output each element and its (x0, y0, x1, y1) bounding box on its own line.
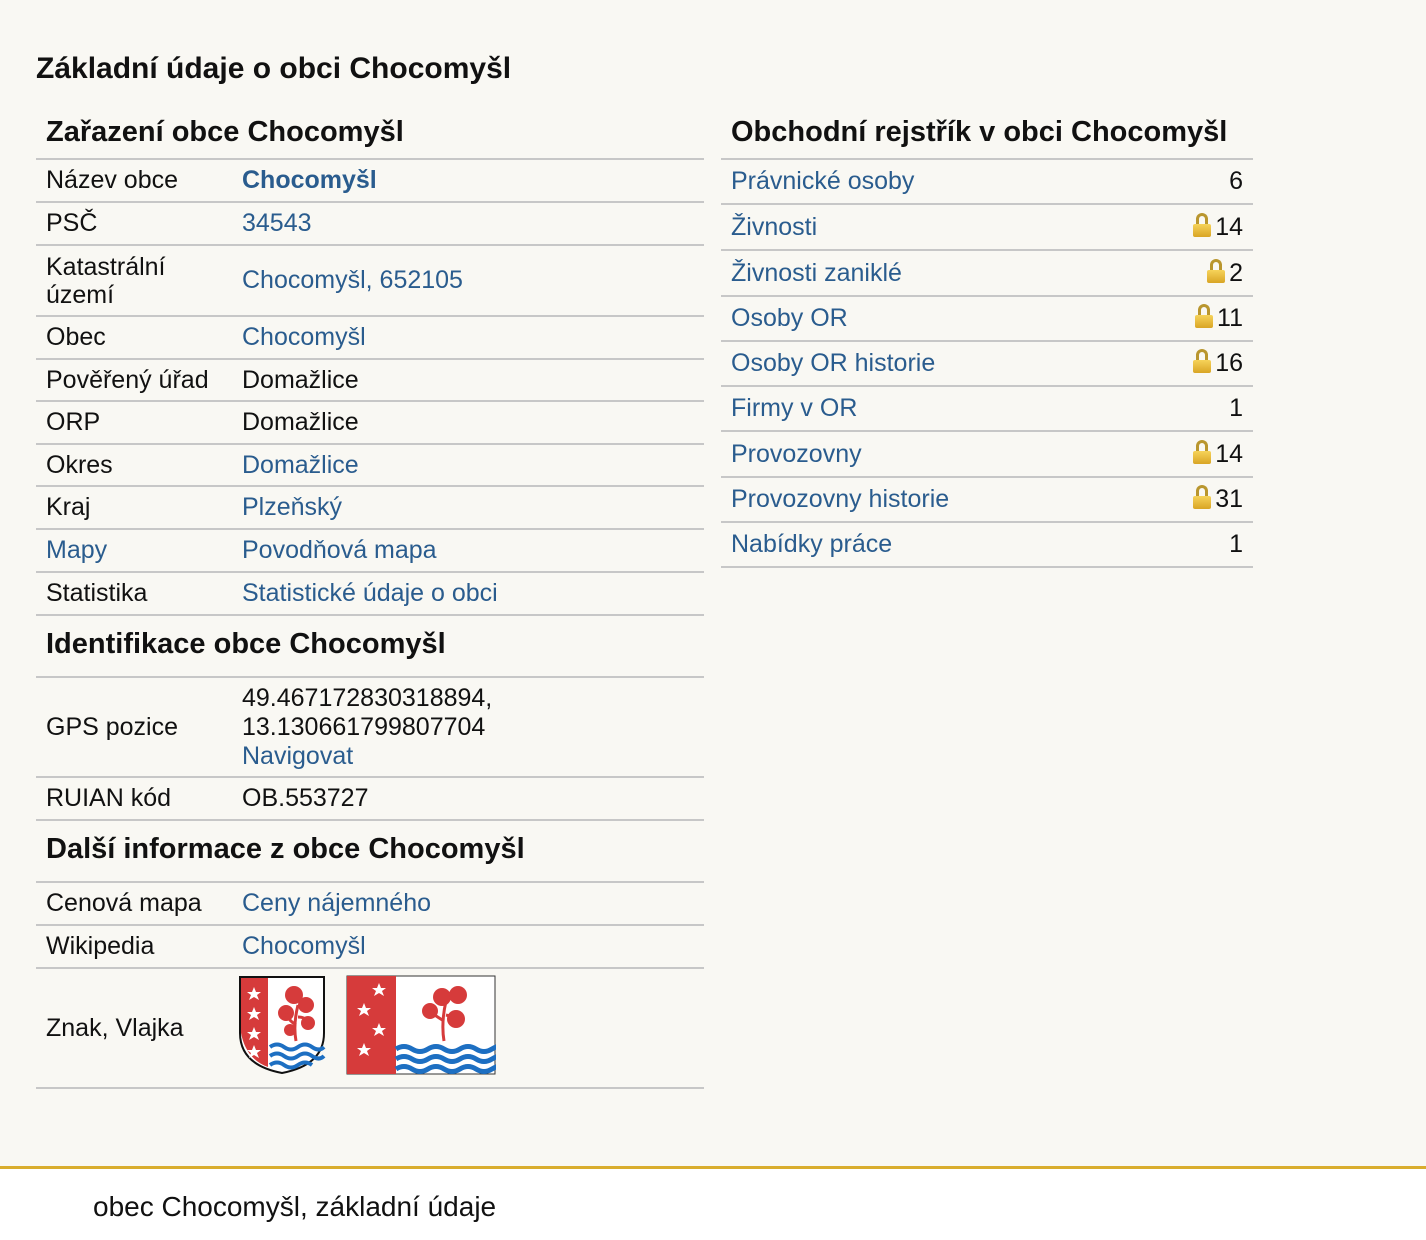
rejstrik-table (721, 160, 1253, 568)
lock-icon[interactable] (1195, 304, 1213, 328)
dalsi-heading: Další informace z obce Chocomyšl (36, 821, 704, 883)
table-row (721, 160, 1253, 204)
table-row (36, 160, 704, 202)
navigovat-link[interactable]: Navigovat (242, 741, 354, 770)
nazev-obce-link[interactable]: Chocomyšl (242, 166, 377, 194)
table-row (36, 486, 704, 529)
table-row (36, 202, 704, 245)
obec-link[interactable]: Chocomyšl (242, 323, 366, 351)
zarazeni-heading: Zařazení obce Chocomyšl (36, 110, 704, 160)
footer-text: obec Chocomyšl, základní údaje (93, 1191, 497, 1222)
row-label: Znak, Vlajka (36, 968, 232, 1088)
psc-link[interactable]: 34543 (242, 209, 312, 237)
lock-icon[interactable] (1193, 485, 1211, 509)
provozovny-link[interactable]: Provozovny (731, 439, 862, 468)
row-value: Domažlice (232, 359, 704, 401)
row-label: GPS pozice (36, 678, 232, 777)
table-row (721, 477, 1253, 522)
dalsi-table (36, 883, 704, 1089)
table-row (36, 572, 704, 615)
katastralni-uzemi-link[interactable]: Chocomyšl, 652105 (242, 266, 463, 294)
ceny-najemneho-link[interactable]: Ceny nájemného (242, 889, 432, 917)
table-row (36, 678, 704, 777)
table-row (721, 386, 1253, 431)
zarazeni-table (36, 160, 704, 616)
gps-value: 49.467172830318894, 13.130661799807704 (242, 683, 493, 741)
firmy-v-or-link[interactable]: Firmy v OR (731, 394, 858, 422)
identifikace-heading: Identifikace obce Chocomyšl (36, 616, 704, 678)
table-row (36, 245, 704, 316)
count-value: 14 (1215, 212, 1243, 241)
table-row (721, 341, 1253, 386)
rejstrik-heading: Obchodní rejstřík v obci Chocomyšl (721, 110, 1253, 160)
coat-of-arms-image (238, 975, 326, 1075)
pravnicke-osoby-link[interactable]: Právnické osoby (731, 167, 915, 195)
row-value: Domažlice (232, 401, 704, 444)
lock-icon[interactable] (1193, 349, 1211, 373)
wikipedia-link[interactable]: Chocomyšl (242, 932, 366, 960)
row-label: Katastrální území (36, 245, 232, 316)
table-row (36, 359, 704, 401)
left-column (36, 110, 704, 1089)
table-row (36, 968, 704, 1088)
povodnova-mapa-link[interactable]: Povodňová mapa (242, 536, 437, 564)
table-row (36, 401, 704, 444)
count-value: 11 (1217, 304, 1243, 332)
identifikace-table (36, 678, 704, 821)
row-label: RUIAN kód (36, 777, 232, 820)
count-value: 2 (1229, 258, 1243, 287)
row-label: Statistika (36, 572, 232, 615)
count-value: 6 (1132, 160, 1253, 204)
statistika-link[interactable]: Statistické údaje o obci (242, 579, 498, 607)
kraj-link[interactable]: Plzeňský (242, 493, 343, 521)
count-value: 1 (1132, 386, 1253, 431)
row-label: Pověřený úřad (36, 359, 232, 401)
provozovny-historie-link[interactable]: Provozovny historie (731, 485, 950, 513)
page-title: Základní údaje o obci Chocomyšl (36, 52, 512, 85)
table-row (36, 777, 704, 820)
osoby-or-historie-link[interactable]: Osoby OR historie (731, 349, 936, 377)
row-label: Wikipedia (36, 925, 232, 968)
row-label: Cenová mapa (36, 883, 232, 925)
count-value: 14 (1215, 439, 1243, 468)
table-row (36, 316, 704, 359)
footer (0, 1169, 1426, 1240)
osoby-or-link[interactable]: Osoby OR (731, 304, 848, 332)
table-row (36, 883, 704, 925)
table-row (721, 296, 1253, 341)
table-row (721, 431, 1253, 477)
table-row (721, 250, 1253, 296)
lock-icon[interactable] (1193, 213, 1211, 237)
table-row (721, 522, 1253, 567)
mapy-link[interactable]: Mapy (46, 536, 108, 564)
zivnosti-link[interactable]: Živnosti (731, 212, 818, 241)
row-label: PSČ (36, 202, 232, 245)
count-value: 31 (1215, 485, 1243, 513)
count-value: 16 (1215, 349, 1243, 377)
row-label: Okres (36, 444, 232, 486)
row-label: Obec (36, 316, 232, 359)
row-label: Kraj (36, 486, 232, 529)
zivnosti-zanikle-link[interactable]: Živnosti zaniklé (731, 258, 902, 287)
table-row (721, 204, 1253, 250)
table-row (36, 444, 704, 486)
nabidky-prace-link[interactable]: Nabídky práce (731, 530, 893, 558)
lock-icon[interactable] (1193, 440, 1211, 464)
table-row (36, 925, 704, 968)
table-row (36, 529, 704, 572)
okres-link[interactable]: Domažlice (242, 450, 359, 479)
count-value: 1 (1132, 522, 1253, 567)
lock-icon[interactable] (1207, 259, 1225, 283)
right-column (721, 110, 1253, 568)
ruian-value: OB.553727 (232, 777, 704, 820)
row-label: Název obce (36, 160, 232, 202)
flag-image (346, 975, 496, 1075)
row-label: ORP (36, 401, 232, 444)
